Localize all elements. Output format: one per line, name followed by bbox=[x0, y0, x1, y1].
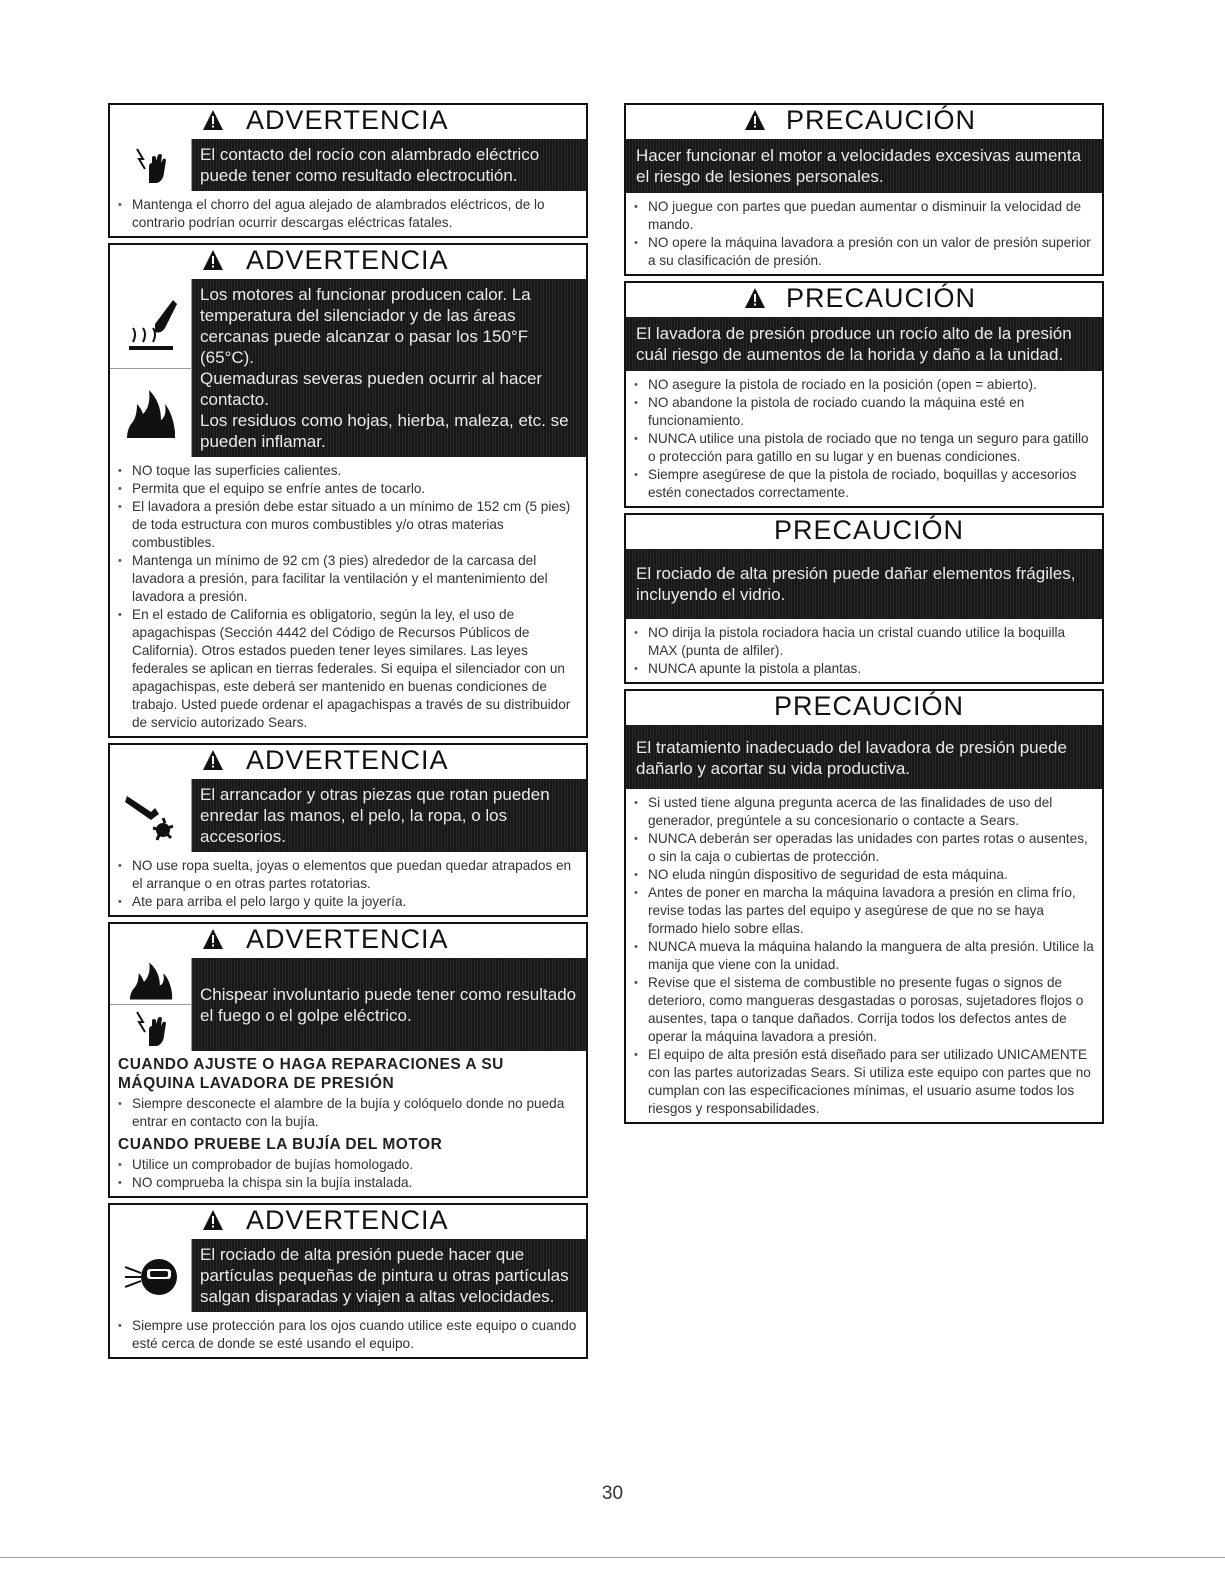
list-item: • NO comprueba la chispa sin la bujía instalada. bbox=[118, 1174, 578, 1192]
warning-box-entanglement bbox=[108, 743, 588, 917]
caution-title: PRECAUCIÓN bbox=[786, 283, 977, 313]
warning-header bbox=[110, 105, 586, 139]
warning-triangle-icon bbox=[202, 109, 224, 131]
list-item: • NO asegure la pistola de rociado en la posición (open = abierto). bbox=[634, 376, 1094, 394]
hazard-message: El arrancador y otras piezas que rotan pueden enredar las manos, el pelo, la ropa, o los accesorios. bbox=[192, 779, 586, 852]
list-item: • Permita que el equipo se enfríe antes de tocarlo. bbox=[118, 480, 578, 498]
hazard-message: El contacto del rocío con alambrado eléctrico puede tener como resultado electrocutión. bbox=[192, 139, 586, 191]
warning-header bbox=[110, 924, 586, 958]
hazard-pictograms bbox=[110, 779, 192, 852]
hazard-pictograms bbox=[110, 139, 192, 191]
electric-shock-icon bbox=[110, 139, 192, 191]
fire-icon bbox=[110, 368, 192, 458]
page-number: 30 bbox=[601, 1483, 624, 1504]
list-item: • NO eluda ningún dispositivo de seguridad de esta máquina. bbox=[634, 866, 1094, 884]
caution-title: PRECAUCIÓN bbox=[774, 515, 965, 545]
caution-box-maintenance bbox=[624, 689, 1104, 1124]
hazard-message: Los motores al funcionar producen calor. La temperatura del silenciador y de las áreas cercanas puede alcanzar o pasar los 150°F (65°C). Quemaduras severas pueden ocurrir al hacer contacto. Los residuos como hojas, hierba, maleza, etc. se pueden inflamar. bbox=[192, 279, 586, 457]
entanglement-icon bbox=[110, 779, 192, 852]
warning-title: ADVERTENCIA bbox=[246, 245, 449, 275]
instruction-list bbox=[626, 789, 1102, 1122]
instruction-list bbox=[626, 619, 1102, 682]
instruction-list bbox=[626, 371, 1102, 506]
list-item: • El lavadora a presión debe estar situado a un mínimo de 152 cm (5 pies) de toda estructura con muros combustibles y/o otras materias combustibles. bbox=[118, 498, 578, 552]
hazard-message: Hacer funcionar el motor a velocidades excesivas aumenta el riesgo de lesiones personales. bbox=[626, 139, 1102, 193]
list-item: • Siempre use protección para los ojos cuando utilice este equipo o cuando esté cerca de donde se esté usando el equipo. bbox=[118, 1317, 578, 1353]
instruction-list bbox=[110, 1154, 586, 1196]
list-item: • NO use ropa suelta, joyas o elementos que puedan quedar atrapados en el arranque o en otras partes rotatorias. bbox=[118, 857, 578, 893]
caution-header bbox=[626, 691, 1102, 725]
list-item: • NO abandone la pistola de rociado cuando la máquina esté en funcionamiento. bbox=[634, 394, 1094, 430]
instruction-list bbox=[110, 457, 586, 736]
list-item: • NUNCA utilice una pistola de rociado que no tenga un seguro para gatillo o protección para gatillo en su lugar y en buenas condiciones. bbox=[634, 430, 1094, 466]
warning-title: ADVERTENCIA bbox=[246, 105, 449, 135]
left-column bbox=[108, 103, 588, 1364]
list-item: • NUNCA apunte la pistola a plantas. bbox=[634, 660, 1094, 678]
list-item: • NUNCA mueva la máquina halando la manguera de alta presión. Utilice la manija que viene con la unidad. bbox=[634, 938, 1094, 974]
caution-title: PRECAUCIÓN bbox=[774, 691, 965, 721]
caution-header bbox=[626, 515, 1102, 549]
fire-icon bbox=[110, 958, 192, 1004]
warning-triangle-icon bbox=[744, 109, 766, 131]
warning-header bbox=[110, 245, 586, 279]
hazard-pictograms bbox=[110, 279, 192, 457]
caution-box-speed bbox=[624, 103, 1104, 276]
caution-title: PRECAUCIÓN bbox=[786, 105, 977, 135]
list-item: • Utilice un comprobador de bujías homologado. bbox=[118, 1156, 578, 1174]
warning-triangle-icon bbox=[202, 249, 224, 271]
list-item: • El equipo de alta presión está diseñado para ser utilizado UNICAMENTE con las partes autorizadas Sears. Si utiliza este equipo con partes que no cumplan con las especificaciones mínimas, el usuario asume todos los riesgos y responsabilidades. bbox=[634, 1046, 1094, 1118]
section-heading: CUANDO AJUSTE O HAGA REPARACIONES A SU MÁQUINA LAVADORA DE PRESIÓN bbox=[118, 1056, 504, 1092]
hazard-banner bbox=[110, 958, 586, 1051]
hazard-message: El rociado de alta presión puede hacer que partículas pequeñas de pintura u otras partículas salgan disparadas y viajen a altas velocidades. bbox=[192, 1239, 586, 1312]
caution-box-spray-gun bbox=[624, 281, 1104, 508]
list-item: • NUNCA deberán ser operadas las unidades con partes rotas o ausentes, o sin la caja o cubiertas de protección. bbox=[634, 830, 1094, 866]
list-item: • NO toque las superficies calientes. bbox=[118, 462, 578, 480]
instruction-list bbox=[626, 193, 1102, 274]
hazard-message: El lavadora de presión produce un rocío alto de la presión cuál riesgo de aumentos de la horida y daño a la unidad. bbox=[626, 317, 1102, 371]
list-item: • Siempre desconecte el alambre de la bujía y colóquelo donde no pueda entrar en contacto con la bujía. bbox=[118, 1095, 578, 1131]
caution-header bbox=[626, 105, 1102, 139]
hazard-banner bbox=[110, 1239, 586, 1312]
list-item: • NO juegue con partes que puedan aumentar o disminuir la velocidad de mando. bbox=[634, 198, 1094, 234]
hazard-banner bbox=[110, 279, 586, 457]
warning-triangle-icon bbox=[744, 287, 766, 309]
list-item: • Si usted tiene alguna pregunta acerca de las finalidades de uso del generador, pregúntele a su concesionario o contacte a Sears. bbox=[634, 794, 1094, 830]
warning-title: ADVERTENCIA bbox=[246, 924, 449, 954]
list-item: • Mantenga el chorro del agua alejado de alambrados eléctricos, de lo contrario podrían ocurrir descargas eléctricas fatales. bbox=[118, 196, 578, 232]
list-item: • Antes de poner en marcha la máquina lavadora a presión en clima frío, revise todas las partes del equipo y asegúrese de que no se haya formado hielo sobre ellas. bbox=[634, 884, 1094, 938]
hazard-pictograms bbox=[110, 1239, 192, 1312]
warning-box-spark bbox=[108, 922, 588, 1198]
hot-surface-icon bbox=[110, 279, 192, 368]
hazard-banner bbox=[110, 139, 586, 191]
warning-triangle-icon bbox=[202, 1209, 224, 1231]
hazard-message: El rociado de alta presión puede dañar elementos frágiles, incluyendo el vidrio. bbox=[626, 549, 1102, 619]
warning-triangle-icon bbox=[202, 928, 224, 950]
hazard-banner bbox=[110, 779, 586, 852]
warning-title: ADVERTENCIA bbox=[246, 745, 449, 775]
list-item: • Revise que el sistema de combustible no presente fugas o signos de deterioro, como mangueras desgastadas o porosas, sujetadores flojos o ausentes, tapa o tanque dañados. Corrija todos los defectos antes de operar la máquina lavadora a presión. bbox=[634, 974, 1094, 1046]
right-column bbox=[624, 103, 1104, 1129]
caution-header bbox=[626, 283, 1102, 317]
list-item: • Siempre asegúrese de que la pistola de rociado, boquillas y accesorios estén conectados correctamente. bbox=[634, 466, 1094, 502]
warning-box-hot-surfaces bbox=[108, 243, 588, 738]
caution-box-fragile bbox=[624, 513, 1104, 684]
instruction-list bbox=[110, 1312, 586, 1357]
electric-shock-icon bbox=[110, 1004, 192, 1051]
page-bottom-rule bbox=[0, 1557, 1225, 1558]
section-heading: CUANDO PRUEBE LA BUJÍA DEL MOTOR bbox=[118, 1136, 443, 1153]
eye-protection-icon bbox=[110, 1239, 192, 1312]
list-item: • NO opere la máquina lavadora a presión con un valor de presión superior a su clasificación de presión. bbox=[634, 234, 1094, 270]
list-item: • Ate para arriba el pelo largo y quite la joyería. bbox=[118, 893, 578, 911]
list-item: • NO dirija la pistola rociadora hacia un cristal cuando utilice la boquilla MAX (punta de alfiler). bbox=[634, 624, 1094, 660]
warning-triangle-icon bbox=[202, 749, 224, 771]
warning-header bbox=[110, 1205, 586, 1239]
hazard-message: El tratamiento inadecuado del lavadora de presión puede dañarlo y acortar su vida productiva. bbox=[626, 725, 1102, 789]
hazard-pictograms bbox=[110, 958, 192, 1051]
instruction-list bbox=[110, 852, 586, 915]
hazard-message: Chispear involuntario puede tener como resultado el fuego o el golpe eléctrico. bbox=[192, 958, 586, 1051]
warning-header bbox=[110, 745, 586, 779]
instruction-list bbox=[110, 191, 586, 236]
warning-title: ADVERTENCIA bbox=[246, 1205, 449, 1235]
list-item: • Mantenga un mínimo de 92 cm (3 pies) alrededor de la carcasa del lavadora a presión, para facilitar la ventilación y el mantenimiento del lavadora a presión. bbox=[118, 552, 578, 606]
instruction-list bbox=[110, 1093, 586, 1131]
warning-box-electrocution bbox=[108, 103, 588, 238]
warning-box-eye-protection bbox=[108, 1203, 588, 1359]
list-item: • En el estado de California es obligatorio, según la ley, el uso de apagachispas (Sección 4442 del Código de Recursos Públicos de California). Otros estados pueden tener leyes similares. Las leyes federales se aplican en tierras federales. Si equipa el silenciador con un apagachispas, este deberá ser mantenido en buenas condiciones de trabajo. Usted puede ordenar el apagachispas a través de su distribuidor de servicio autorizado Sears. bbox=[118, 606, 578, 732]
